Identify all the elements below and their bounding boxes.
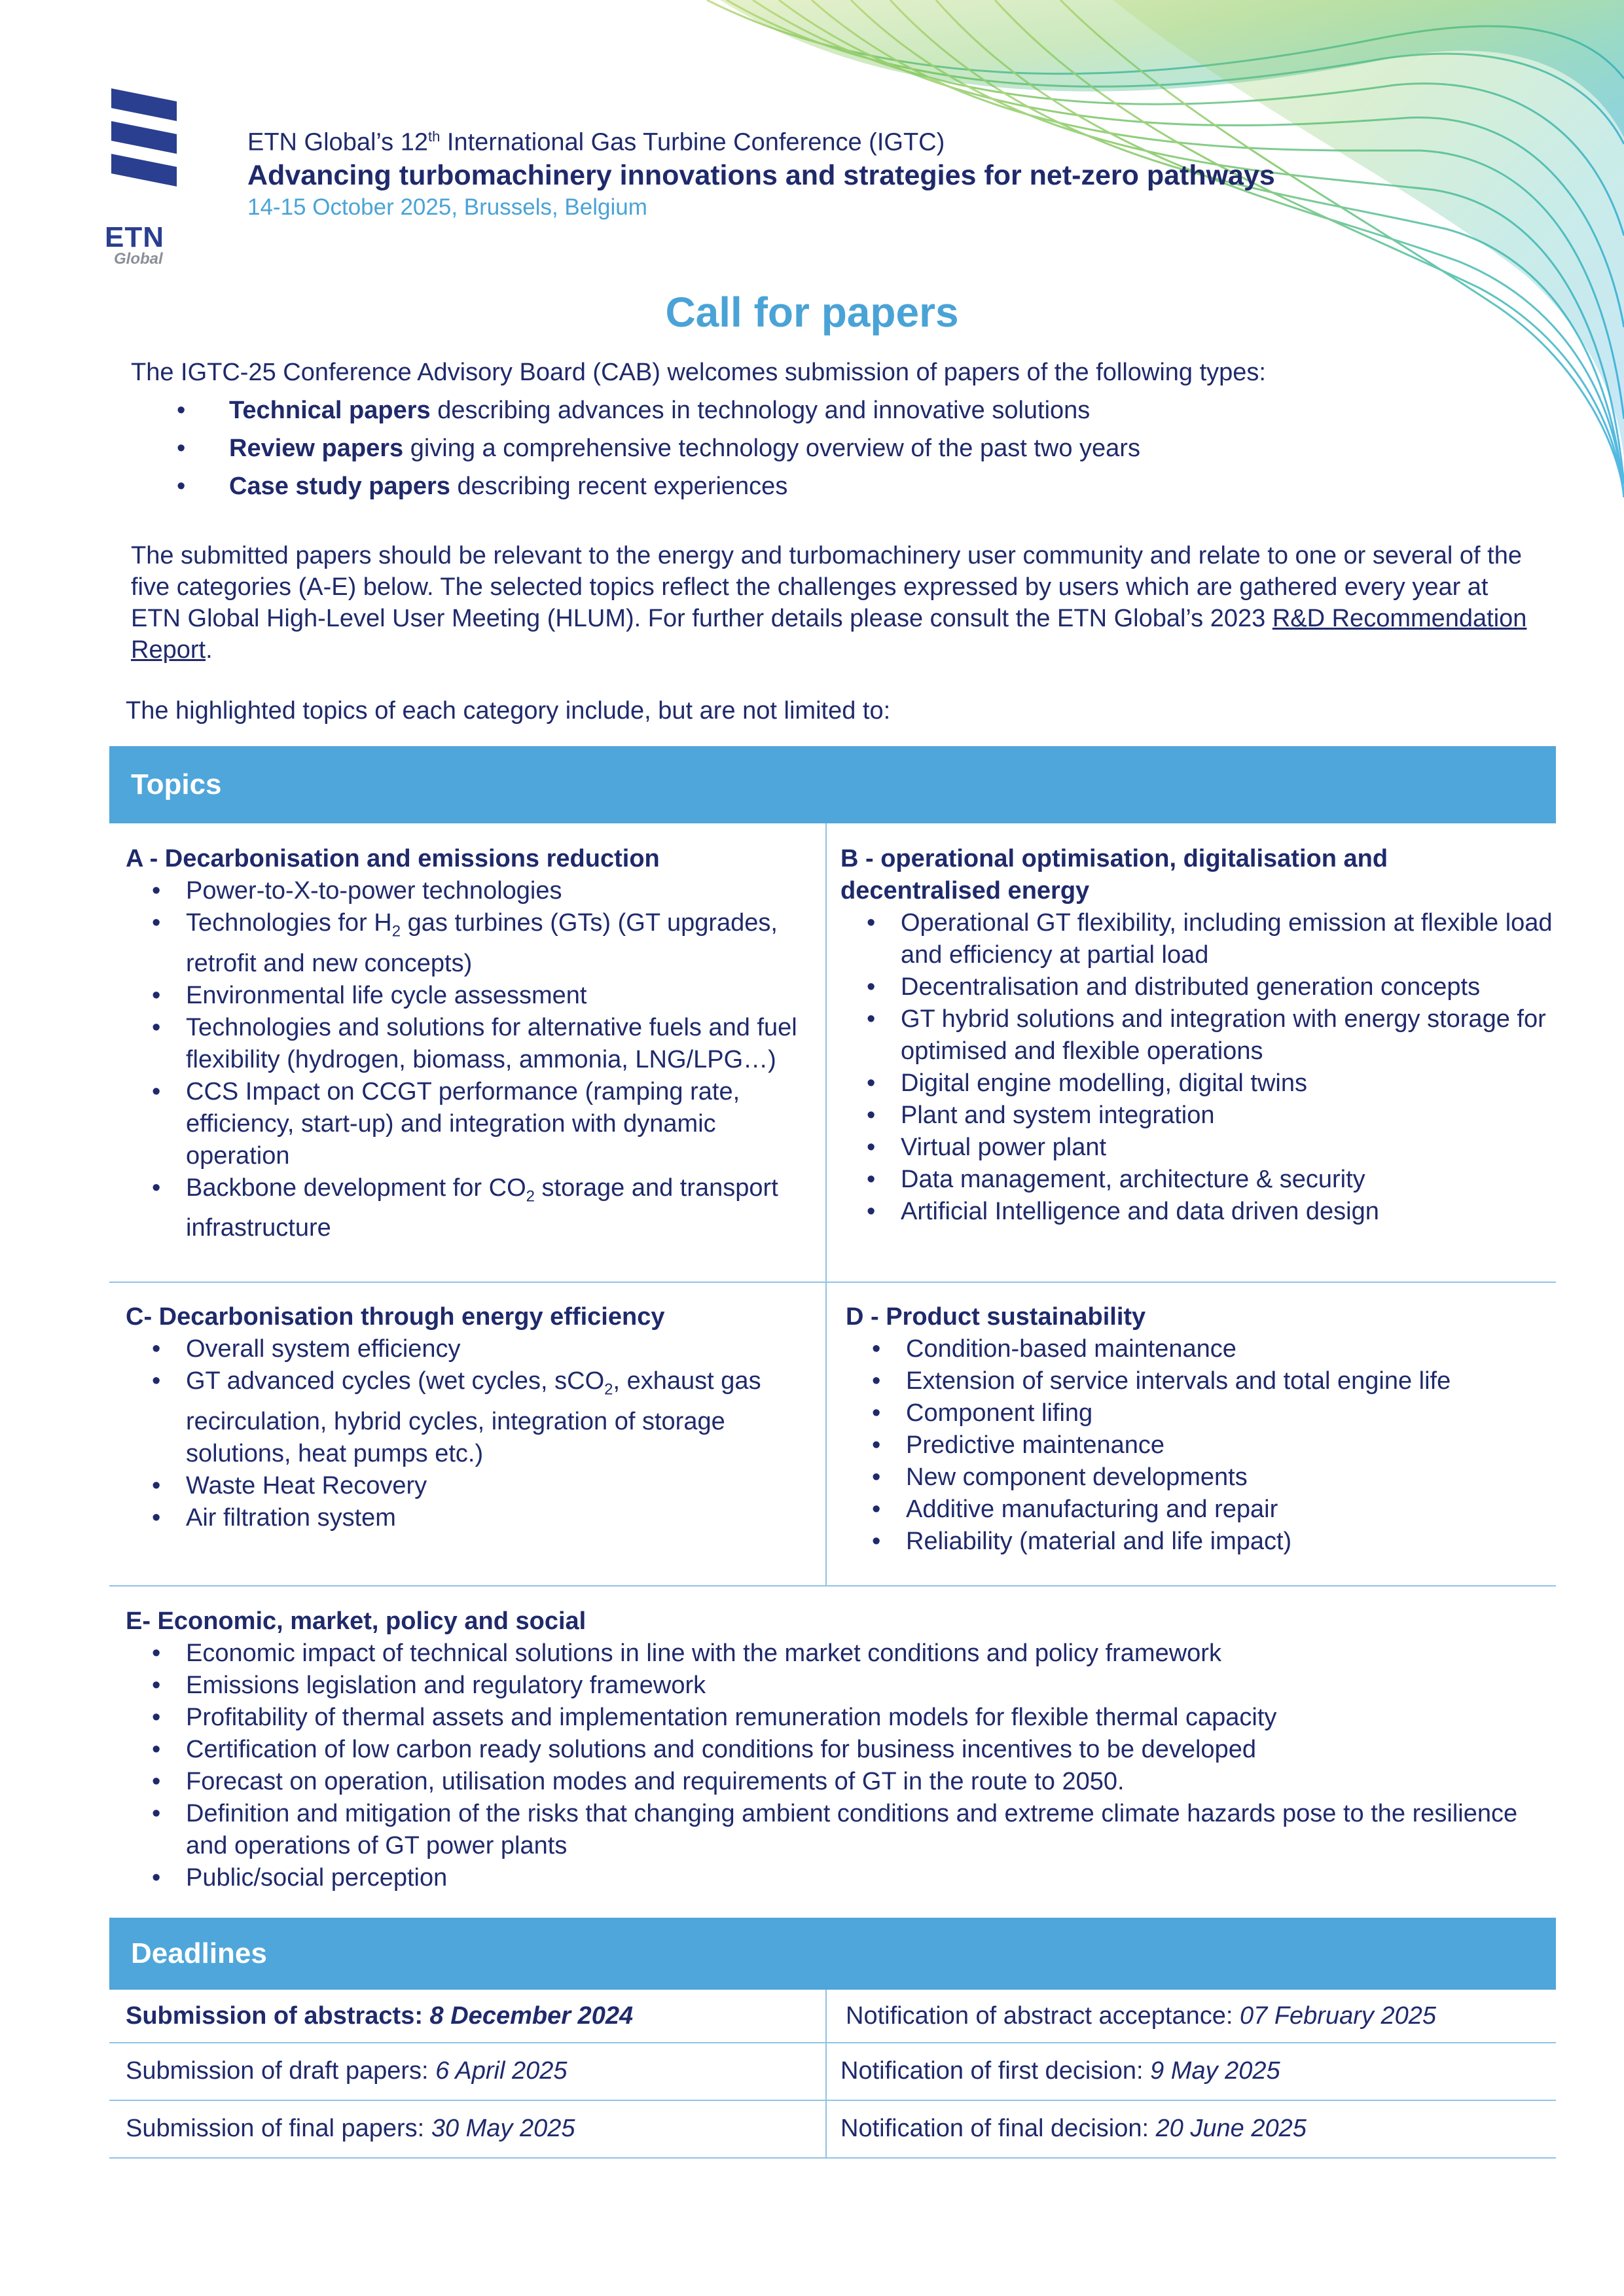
table-divider: [109, 1585, 1556, 1587]
table-divider: [825, 823, 827, 1585]
list-item: • New component developments: [846, 1462, 1553, 1494]
page-title: Call for papers: [665, 289, 959, 336]
list-item: • Forecast on operation, utilisation modes and requirements of GT in the route to 2050.: [126, 1766, 1553, 1798]
list-item: • Air filtration system: [126, 1502, 816, 1534]
list-item: • Artificial Intelligence and data driven design: [840, 1196, 1554, 1228]
list-item: • Certification of low carbon ready solutions and conditions for business incentives to be developed: [126, 1734, 1553, 1766]
conference-theme: Advancing turbomachinery innovations and strategies for net-zero pathways: [247, 159, 1275, 191]
list-item: • Technical papers describing advances in technology and innovative solutions: [131, 395, 1538, 426]
category-d-title: D - Product sustainability: [846, 1303, 1146, 1331]
table-divider: [109, 2157, 1556, 2159]
list-item: • Emissions legislation and regulatory framework: [126, 1670, 1553, 1702]
deadlines-heading: Deadlines: [131, 1937, 267, 1969]
list-item: • GT hybrid solutions and integration with energy storage for optimised and flexible operations: [840, 1003, 1554, 1067]
list-item: • Waste Heat Recovery: [126, 1470, 816, 1502]
list-item: • Operational GT flexibility, including emission at flexible load and efficiency at partial load: [840, 907, 1554, 971]
table-divider: [109, 1282, 1556, 1283]
category-a: [126, 843, 816, 1244]
list-item: • Economic impact of technical solutions in line with the market conditions and policy framework: [126, 1638, 1553, 1670]
list-item: • Power-to-X-to-power technologies: [126, 875, 816, 907]
intro-section: [131, 357, 1538, 509]
list-item: • Condition-based maintenance: [846, 1333, 1553, 1365]
list-item: • CCS Impact on CCGT performance (ramping rate, efficiency, start-up) and integration with dynamic operation: [126, 1076, 816, 1172]
category-c-title: C- Decarbonisation through energy efficiency: [126, 1303, 665, 1331]
deadline-final-papers: Submission of final papers: 30 May 2025: [126, 2115, 575, 2142]
list-item: • Backbone development for $CO_2$ storage and transport infrastructure: [126, 1172, 816, 1245]
list-item: • Review papers giving a comprehensive technology overview of the past two years: [131, 433, 1538, 464]
deadlines-header: [109, 1918, 1556, 1990]
category-e: [126, 1605, 1553, 1894]
list-item: • Component lifing: [846, 1397, 1553, 1429]
list-item: • Digital engine modelling, digital twins: [840, 1067, 1554, 1100]
table-divider: [825, 1990, 827, 2159]
list-item: • Overall system efficiency: [126, 1333, 816, 1365]
relevance-paragraph: The submitted papers should be relevant to the energy and turbomachinery user community and relate to one or several of the five categories (A-E) below. The selected topics reflect the challenges expressed by users which are gathered every year at ETN Global High-Level User Meeting (HLUM). For further details please consult the ETN Global’s 2023 R&D Recommendation Report.: [131, 542, 1527, 664]
list-item: • Environmental life cycle assessment: [126, 980, 816, 1012]
etn-global-logo: [105, 82, 183, 268]
deadline-abstracts: Submission of abstracts: 8 December 2024: [126, 2002, 634, 2030]
list-item: • Technologies and solutions for alternative fuels and fuel flexibility (hydrogen, biomass, ammonia, LNG/LPG…): [126, 1012, 816, 1076]
deadline-final-decision: Notification of final decision: 20 June 2025: [840, 2115, 1307, 2142]
list-item: • Case study papers describing recent experiences: [131, 471, 1538, 502]
logo-name: ETN: [105, 221, 164, 253]
deadline-first-decision: Notification of first decision: 9 May 2025: [840, 2057, 1280, 2085]
list-item: • Reliability (material and life impact): [846, 1526, 1553, 1558]
list-item: • Virtual power plant: [840, 1132, 1554, 1164]
category-b-title: B - operational optimisation, digitalisation and decentralised energy: [840, 845, 1388, 905]
paper-types-list: [131, 395, 1538, 502]
list-item: • Technologies for $H_2$ gas turbines (GTs) (GT upgrades, retrofit and new concepts): [126, 907, 816, 980]
topics-header: [109, 746, 1556, 823]
list-item: • Decentralisation and distributed generation concepts: [840, 971, 1554, 1003]
intro-text: The IGTC-25 Conference Advisory Board (CAB) welcomes submission of papers of the following types:: [131, 359, 1266, 386]
category-b: [840, 843, 1554, 1228]
list-item: • Public/social perception: [126, 1862, 1553, 1894]
rd-report-link[interactable]: R&D Recommendation Report: [131, 605, 1527, 664]
highlight-text: The highlighted topics of each category include, but are not limited to:: [126, 697, 891, 725]
list-item: • Data management, architecture & security: [840, 1164, 1554, 1196]
category-c: [126, 1301, 816, 1534]
topics-heading: Topics: [131, 768, 222, 800]
list-item: • GT advanced cycles (wet cycles, sCO$_2$, exhaust gas recirculation, hybrid cycles, integration of storage solutions, heat pumps etc.): [126, 1365, 816, 1470]
conference-name: ETN Global’s 12th International Gas Turbine Conference (IGTC): [247, 128, 945, 156]
list-item: • Profitability of thermal assets and implementation remuneration models for flexible thermal capacity: [126, 1702, 1553, 1734]
list-item: • Definition and mitigation of the risks that changing ambient conditions and extreme climate hazards pose to the resilience and operations of GT power plants: [126, 1798, 1553, 1862]
list-item: • Extension of service intervals and total engine life: [846, 1365, 1553, 1397]
deadline-draft-papers: Submission of draft papers: 6 April 2025: [126, 2057, 568, 2085]
table-divider: [109, 2042, 1556, 2043]
logo-sub: Global: [114, 250, 163, 268]
conference-dates: 14-15 October 2025, Brussels, Belgium: [247, 194, 647, 220]
category-a-title: A - Decarbonisation and emissions reduction: [126, 845, 660, 872]
list-item: • Predictive maintenance: [846, 1429, 1553, 1462]
category-e-title: E- Economic, market, policy and social: [126, 1607, 586, 1635]
table-divider: [109, 2100, 1556, 2101]
conference-header: [247, 122, 1275, 222]
list-item: • Plant and system integration: [840, 1100, 1554, 1132]
category-d: [846, 1301, 1553, 1558]
logo-mark-icon: [105, 82, 183, 213]
deadline-abstract-notification: Notification of abstract acceptance: 07 February 2025: [846, 2002, 1436, 2030]
list-item: • Additive manufacturing and repair: [846, 1494, 1553, 1526]
